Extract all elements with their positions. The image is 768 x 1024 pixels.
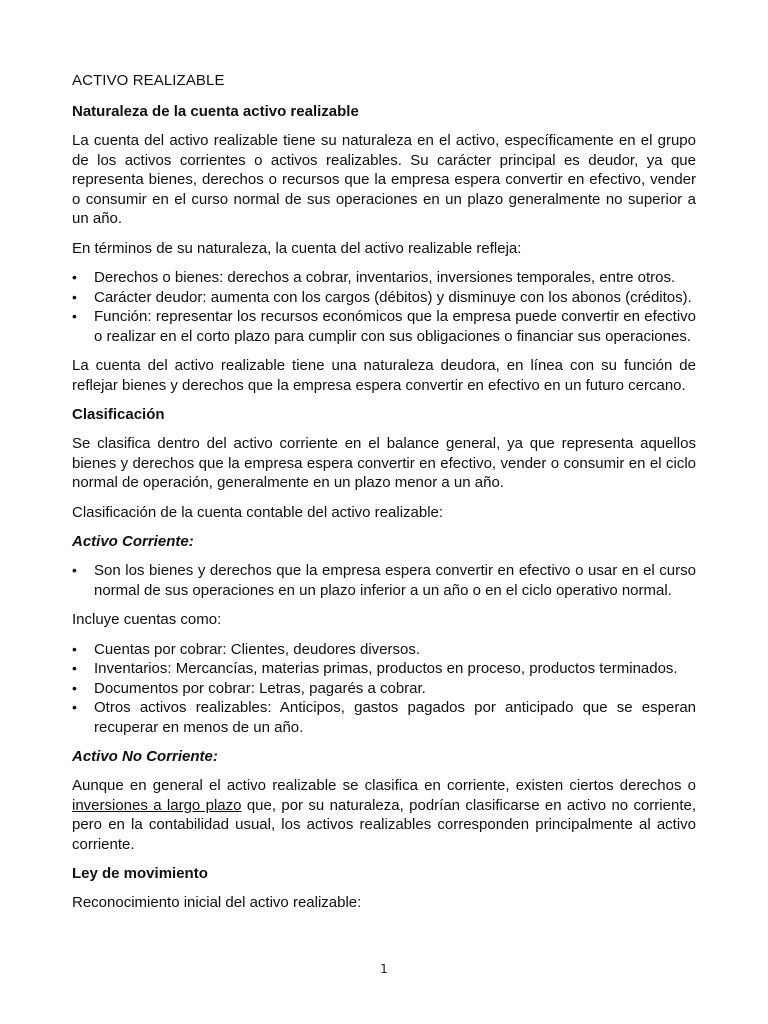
list-item xyxy=(72,698,696,737)
list-item-text: Otros activos realizables: Anticipos, gastos pagados por anticipado que se esperan recuperar en menos de un año. xyxy=(94,699,696,736)
bullet-icon: • xyxy=(72,699,77,715)
list-item xyxy=(72,288,696,308)
document-page xyxy=(72,70,696,923)
list-item-text: Función: representar los recursos económicos que la empresa puede convertir en efectivo o realizar en el corto plazo para cumplir con sus obligaciones o financiar sus operaciones. xyxy=(94,308,696,345)
list-item-text: Cuentas por cobrar: Clientes, deudores diversos. xyxy=(94,640,421,658)
list-item-text: Inventarios: Mercancías, materias primas, productos en proceso, productos terminados. xyxy=(94,660,678,677)
list-item-text: Carácter deudor: aumenta con los cargos (débitos) y disminuye con los abonos (créditos). xyxy=(94,288,692,306)
bullet-icon: • xyxy=(72,269,77,285)
paragraph-naturaleza-intro: La cuenta del activo realizable tiene su naturaleza en el activo, específicamente en el grupo de los activos corrientes o activos realizables. Su carácter principal es deudor, ya que representa bienes, derechos o recursos que la empresa espera convertir en efectivo, vender o consumir en el curso normal de sus operaciones en un plazo generalmente no superior a un año. xyxy=(72,132,696,227)
inversiones-largo-plazo-link[interactable]: inversiones a largo plazo xyxy=(72,796,242,814)
list-cuentas xyxy=(72,640,696,738)
document-title: ACTIVO REALIZABLE xyxy=(72,72,225,89)
list-naturaleza xyxy=(72,268,696,346)
paragraph-clasificacion: Se clasifica dentro del activo corriente en el balance general, ya que representa aquellos bienes y derechos que la empresa espera convertir en efectivo, vender o consumir en el ciclo normal de operación, generalmente en un plazo menor a un año. xyxy=(72,435,696,491)
section-heading-clasificacion: Clasificación xyxy=(72,406,165,423)
section-heading-ley-movimiento: Ley de movimiento xyxy=(72,865,208,882)
list-item xyxy=(72,659,696,679)
subheading-activo-corriente: Activo Corriente: xyxy=(72,533,194,550)
list-item xyxy=(72,640,696,660)
list-item-text: Documentos por cobrar: Letras, pagarés a cobrar. xyxy=(94,679,426,697)
list-item xyxy=(72,268,696,288)
bullet-icon: • xyxy=(72,679,77,696)
list-activo-corriente xyxy=(72,561,696,600)
list-item xyxy=(72,307,696,346)
bullet-icon: • xyxy=(72,660,77,676)
paragraph-naturaleza-refleja: En términos de su naturaleza, la cuenta del activo realizable refleja: xyxy=(72,239,522,257)
bullet-icon: • xyxy=(72,640,77,657)
list-item-text: Son los bienes y derechos que la empresa espera convertir en efectivo o usar en el curso normal de sus operaciones en un plazo inferior a un año o en el ciclo operativo normal. xyxy=(94,562,696,599)
bullet-icon: • xyxy=(72,288,77,305)
page-number: 1 xyxy=(380,962,388,976)
paragraph-text: que, por su naturaleza, podrían clasificarse en activo no corriente, pero en la contabilidad usual, los activos realizables corresponden principalmente al activo corriente. xyxy=(72,796,696,853)
list-item-text: Derechos o bienes: derechos a cobrar, inventarios, inversiones temporales, entre otros. xyxy=(94,269,676,286)
paragraph-incluye-cuentas: Incluye cuentas como: xyxy=(72,611,222,628)
section-heading-naturaleza: Naturaleza de la cuenta activo realizable xyxy=(72,103,359,120)
paragraph-text: Aunque en general el activo realizable se clasifica en corriente, existen ciertos derechos o xyxy=(72,777,696,794)
list-item xyxy=(72,679,696,699)
bullet-icon: • xyxy=(72,308,77,324)
paragraph-reconocimiento: Reconocimiento inicial del activo realizable: xyxy=(72,894,362,911)
paragraph-clasificacion-cuenta: Clasificación de la cuenta contable del activo realizable: xyxy=(72,503,444,521)
paragraph-naturaleza-deudora: La cuenta del activo realizable tiene una naturaleza deudora, en línea con su función de reflejar bienes y derechos que la empresa espera convertir en efectivo en un futuro cercano. xyxy=(72,357,696,394)
paragraph-activo-no-corriente xyxy=(72,776,696,854)
subheading-activo-no-corriente: Activo No Corriente: xyxy=(72,748,218,765)
list-item xyxy=(72,561,696,600)
bullet-icon: • xyxy=(72,562,77,578)
